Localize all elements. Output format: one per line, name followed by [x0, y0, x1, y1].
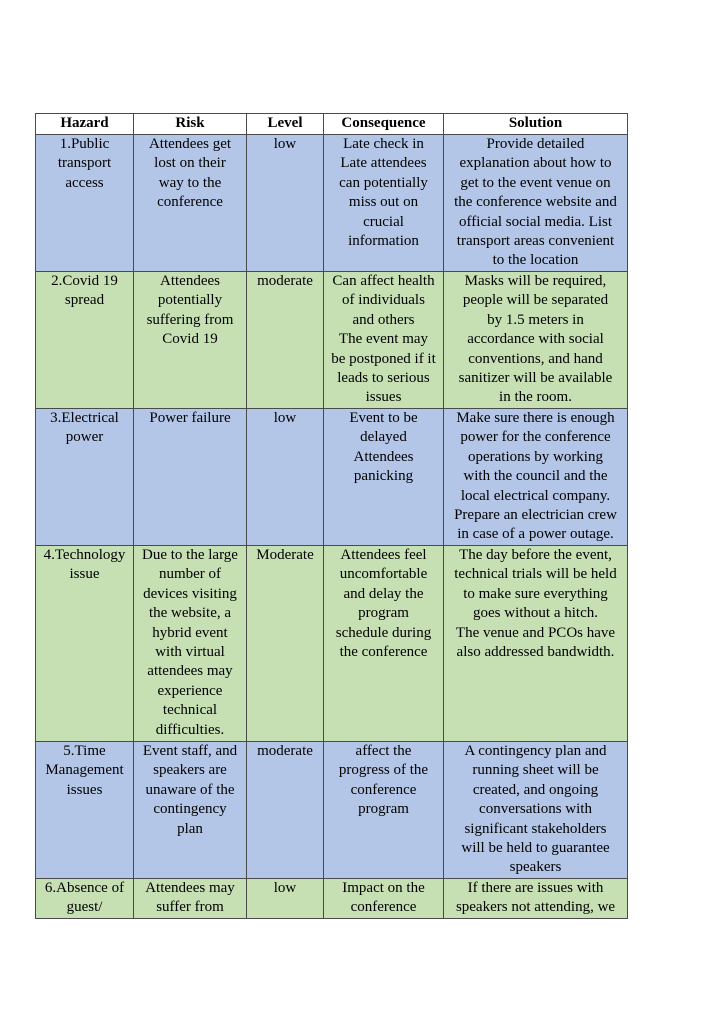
hazard-cell: 3.Electrical power [36, 409, 134, 546]
table-row [36, 879, 628, 919]
hazard-cell: 4.Technology issue [36, 546, 134, 742]
consequence-cell: affect the progress of the conference program [324, 742, 444, 879]
level-cell: moderate [247, 742, 324, 879]
header-consequence: Consequence [324, 114, 444, 135]
table-row [36, 742, 628, 879]
level-cell: low [247, 135, 324, 272]
consequence-cell: Attendees feel uncomfortable and delay the program schedule during the conference [324, 546, 444, 742]
risk-cell: Attendees may suffer from [134, 879, 247, 919]
risk-assessment-table [35, 113, 628, 919]
solution-cell: If there are issues with speakers not attending, we [444, 879, 628, 919]
solution-cell: The day before the event, technical trials will be held to make sure everything goes without a hitch. The venue and PCOs have also addressed bandwidth. [444, 546, 628, 742]
consequence-cell: Can affect health of individuals and others The event may be postponed if it leads to serious issues [324, 272, 444, 409]
header-hazard: Hazard [36, 114, 134, 135]
level-cell: low [247, 879, 324, 919]
consequence-cell: Event to be delayed Attendees panicking [324, 409, 444, 546]
level-cell: Moderate [247, 546, 324, 742]
risk-cell: Power failure [134, 409, 247, 546]
table-header [36, 114, 628, 135]
level-cell: low [247, 409, 324, 546]
solution-cell: Make sure there is enough power for the conference operations by working with the council and the local electrical company. Prepare an electrician crew in case of a power outage. [444, 409, 628, 546]
header-solution: Solution [444, 114, 628, 135]
solution-cell: Masks will be required, people will be separated by 1.5 meters in accordance with social conventions, and hand sanitizer will be available in the room. [444, 272, 628, 409]
consequence-cell: Impact on the conference [324, 879, 444, 919]
table-row [36, 135, 628, 272]
level-cell: moderate [247, 272, 324, 409]
header-level: Level [247, 114, 324, 135]
solution-cell: Provide detailed explanation about how to get to the event venue on the conference website and official social media. List transport areas convenient to the location [444, 135, 628, 272]
consequence-cell: Late check in Late attendees can potentially miss out on crucial information [324, 135, 444, 272]
risk-cell: Event staff, and speakers are unaware of the contingency plan [134, 742, 247, 879]
table-row [36, 546, 628, 742]
hazard-cell: 5.Time Management issues [36, 742, 134, 879]
header-risk: Risk [134, 114, 247, 135]
risk-cell: Attendees get lost on their way to the conference [134, 135, 247, 272]
solution-cell: A contingency plan and running sheet will be created, and ongoing conversations with significant stakeholders will be held to guarantee speakers [444, 742, 628, 879]
risk-cell: Due to the large number of devices visiting the website, a hybrid event with virtual attendees may experience technical difficulties. [134, 546, 247, 742]
table-row [36, 272, 628, 409]
hazard-cell: 1.Public transport access [36, 135, 134, 272]
risk-cell: Attendees potentially suffering from Covid 19 [134, 272, 247, 409]
hazard-cell: 6.Absence of guest/ [36, 879, 134, 919]
table-row [36, 409, 628, 546]
hazard-cell: 2.Covid 19 spread [36, 272, 134, 409]
